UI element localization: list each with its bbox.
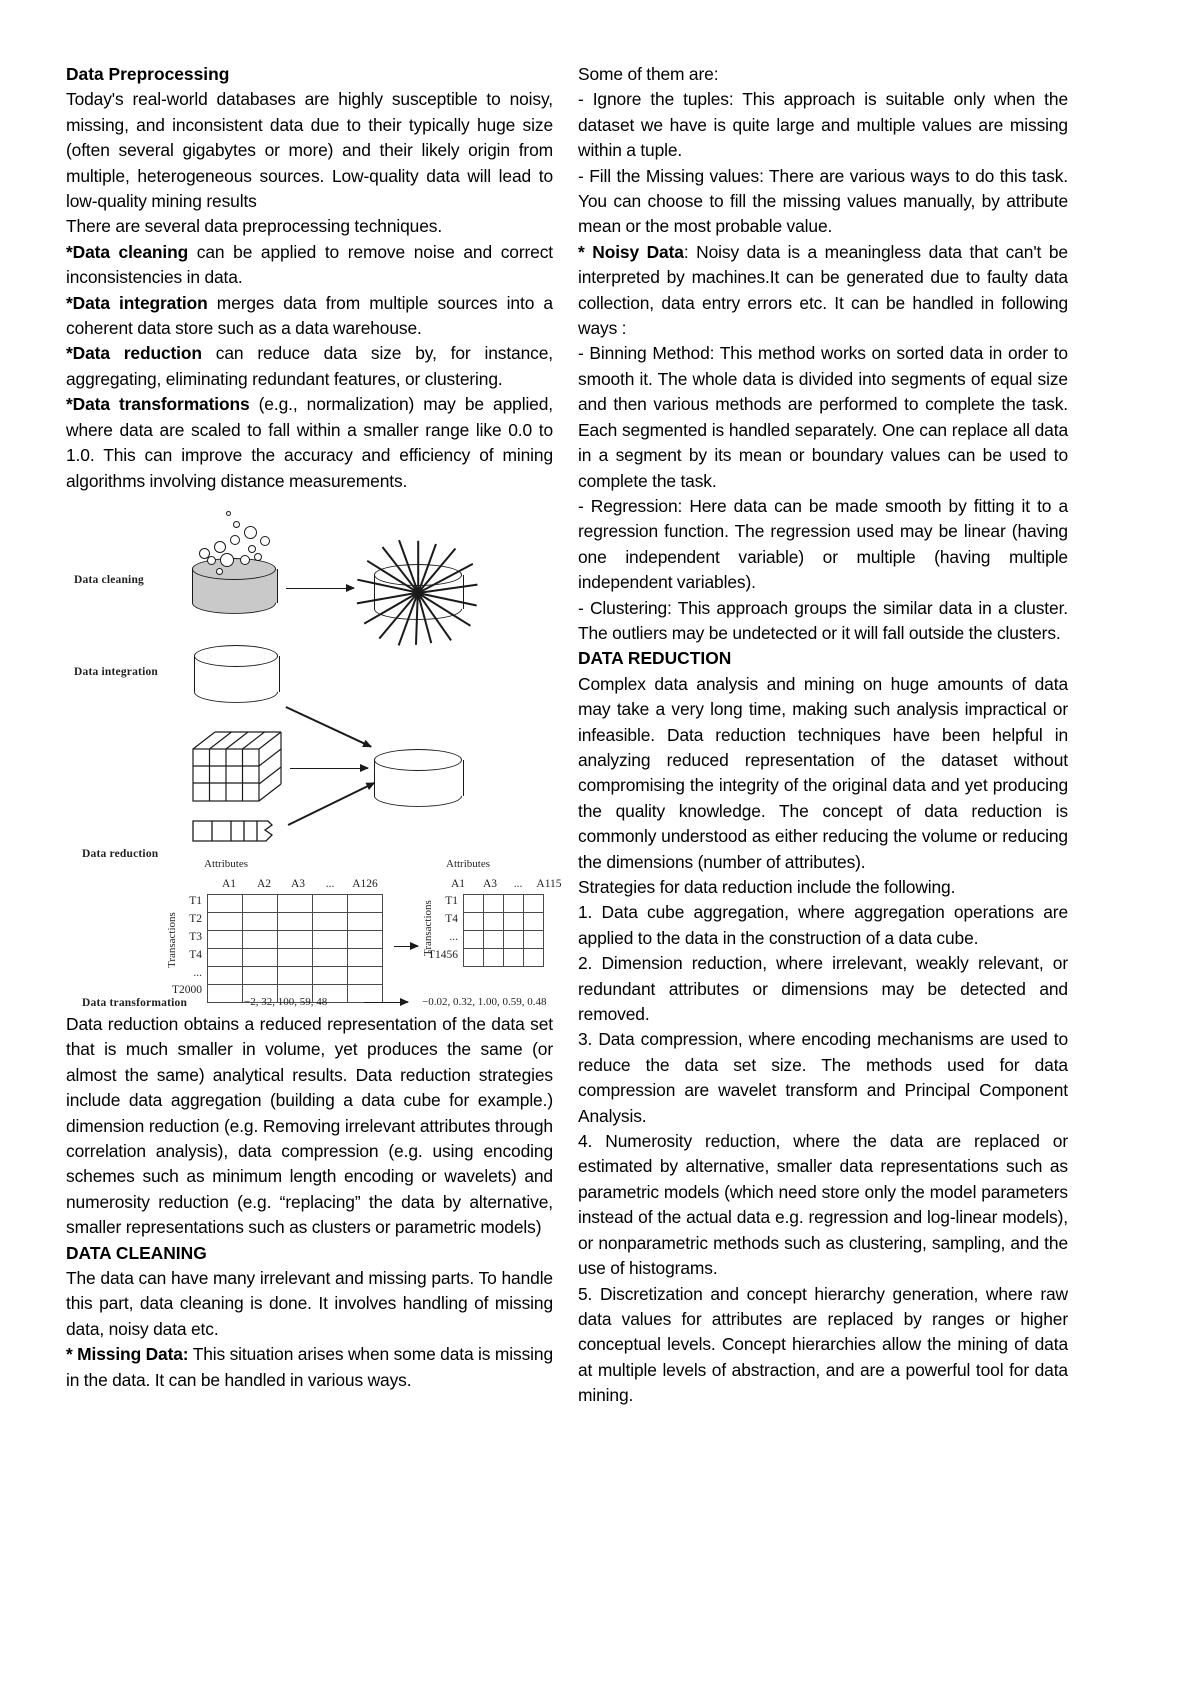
noise-bubble-icon <box>248 545 256 553</box>
bullet-term-data-integration: *Data integration <box>66 292 208 313</box>
page-title: Data Preprocessing <box>66 64 230 84</box>
strategy-1: 1. Data cube aggregation, where aggregation operations are applied to the data in the construction of a data cube. <box>578 902 1068 948</box>
some-of-them-lead: Some of them are: <box>578 64 719 84</box>
integration-arrow-icon <box>290 768 368 770</box>
section-heading-data-cleaning: DATA CLEANING <box>66 1242 207 1263</box>
right-table-row-t1456: T1456 <box>427 948 458 961</box>
section-heading-data-reduction: DATA REDUCTION <box>578 648 732 669</box>
bullet-data-integration <box>66 291 553 342</box>
table-row <box>208 948 383 966</box>
table-row <box>464 948 544 966</box>
right-table-transactions-title: Transactions <box>422 900 434 956</box>
bullet-data-reduction <box>66 341 553 392</box>
noisy-data-term: * Noisy Data <box>578 241 684 262</box>
left-data-table <box>207 894 383 1003</box>
noise-bubble-icon <box>230 535 240 545</box>
noise-bubble-icon <box>226 511 231 516</box>
two-column-layout <box>66 62 1140 1409</box>
missing-data-paragraph <box>66 1342 553 1393</box>
strategy-3: 3. Data compression, where encoding mechanisms are used to reduce the data set size. The methods used for data compression are wavelet transform and Principal Component Analysis. <box>578 1029 1068 1126</box>
dirty-database-cylinder <box>192 558 276 614</box>
noise-bubble-icon <box>216 568 223 575</box>
figure-label-data-transformation: Data transformation <box>82 996 188 1009</box>
noise-bubble-icon <box>260 536 270 546</box>
data-cleaning-paragraph: The data can have many irrelevant and missing parts. To handle this part, data cleaning is done. It involves handling of missing data, noisy data etc. <box>66 1267 553 1339</box>
left-table-transactions-title: Transactions <box>166 912 178 968</box>
right-table-col-ellipsis: ... <box>513 877 523 890</box>
right-table-col-a1: A1 <box>450 877 466 890</box>
transformation-output-values: −0.02, 0.32, 1.00, 0.59, 0.48 <box>422 995 547 1008</box>
right-column <box>578 62 1068 1409</box>
noise-bubble-icon <box>220 553 234 567</box>
noisy-data-text: : Noisy data is a meaningless data that can't be interpreted by machines.It can be generated due to faulty data collection, data entry errors etc. It can be handled in following ways : <box>578 241 1068 339</box>
left-table-attributes-title: Attributes <box>204 857 248 870</box>
strategy-2: 2. Dimension reduction, where irrelevant, weakly relevant, or redundant attributes or dimensions may be detected and removed. <box>578 953 1068 1025</box>
left-table-col-a3: A3 <box>290 877 306 890</box>
left-table-row-t2: T2 <box>189 912 202 925</box>
bullet-term-data-transformations: *Data transformations <box>66 394 250 415</box>
bullet-term-data-reduction: *Data reduction <box>66 343 202 364</box>
ignore-tuples-item: - Ignore the tuples: This approach is suitable only when the dataset we have is quite large and multiple values are missing within a tuple. <box>578 89 1068 161</box>
bullet-text-data-transformations: (e.g., normalization) may be applied, where data are scaled to fall within a smaller range like 0.0 to 1.0. This can improve the accuracy and efficiency of mining algorithms involving distance measurements. <box>66 394 553 491</box>
cleaning-arrow-icon <box>286 588 354 590</box>
table-row <box>208 894 383 912</box>
left-table-row-t1: T1 <box>189 894 202 907</box>
integrated-database-cylinder <box>374 749 462 807</box>
transformation-arrow-icon <box>364 1002 408 1004</box>
table-row <box>208 912 383 930</box>
intro-paragraph: Today's real-world databases are highly susceptible to noisy, missing, and inconsistent data due to their typically huge size (often several gigabytes or more) and their likely origin from multiple, heterogeneous sources. Low-quality data will lead to low-quality mining results <box>66 89 553 212</box>
left-table-col-a1: A1 <box>221 877 237 890</box>
right-table-col-a115: A115 <box>536 877 562 890</box>
data-reduction-paragraph: Data reduction obtains a reduced representation of the data set that is much smaller in volume, yet produces the same (or almost the same) analytical results. Data reduction strategies include data aggregation (building a data cube for example.) dimension reduction (e.g. Removing irrelevant attributes through correlation analysis), data compression (e.g. using encoding schemes such as minimum length encoding or wavelets) and numerosity reduction (e.g. “replacing” the data by alternative, smaller representations such as clusters or parametric models) <box>66 1013 553 1238</box>
integration-arrow-icon <box>288 782 375 825</box>
fill-missing-values-item: - Fill the Missing values: There are various ways to do this task. You can choose to fill the missing values manually, by attribute mean or the most probable value. <box>578 165 1068 237</box>
strategies-lead: Strategies for data reduction include the following. <box>578 877 956 897</box>
cylinder-top <box>194 645 278 667</box>
figure-label-data-integration: Data integration <box>74 665 159 678</box>
table-row <box>208 966 383 984</box>
shine-ray-icon <box>417 541 419 593</box>
bullet-data-transformations <box>66 392 553 494</box>
cylinder-top <box>374 749 462 771</box>
right-table-row-t1: T1 <box>445 894 458 907</box>
bullet-term-data-cleaning: *Data cleaning <box>66 241 189 262</box>
noise-bubble-icon <box>240 555 250 565</box>
data-cube-icon <box>192 731 284 803</box>
clustering-item: - Clustering: This approach groups the similar data in a cluster. The outliers may be undetected or it will fall outside the clusters. <box>578 597 1068 643</box>
data-reduction-intro: Complex data analysis and mining on huge amounts of data may take a very long time, making such analysis impractical or infeasible. Data reduction techniques have been helpful in analyzing reduced representation of the dataset without compromising the integrity of the original data and yet producing the quality knowledge. The concept of data reduction is commonly understood as either reducing the volume or reducing the dimensions (number of attributes). <box>578 673 1068 872</box>
right-table-row-ellipsis: ... <box>449 930 458 943</box>
binning-method-item: - Binning Method: This method works on sorted data in order to smooth it. The whole data is divided into segments of equal size and then various methods are performed to complete the task. Each segmented is handled separately. One can replace all data in a segment by its mean or boundary values can be used to complete the task. <box>578 343 1068 491</box>
reduction-arrow-icon <box>394 946 418 948</box>
noise-bubble-icon <box>207 556 216 565</box>
table-row <box>464 930 544 948</box>
right-table-col-a3: A3 <box>482 877 498 890</box>
integration-arrow-icon <box>286 706 372 747</box>
noise-bubble-icon <box>233 521 240 528</box>
table-row <box>464 912 544 930</box>
noisy-data-paragraph <box>578 240 1068 342</box>
right-data-table <box>463 894 544 967</box>
noise-bubble-icon <box>214 541 226 553</box>
cylinder-top <box>192 558 276 580</box>
transformation-input-values: −2, 32, 100, 59, 48 <box>244 995 328 1008</box>
right-table-row-t4: T4 <box>445 912 458 925</box>
noise-bubble-icon <box>244 526 257 539</box>
left-table-col-a2: A2 <box>256 877 272 890</box>
noise-bubble-icon <box>254 553 262 561</box>
strategy-5: 5. Discretization and concept hierarchy generation, where raw data values for attributes are replaced by ranges or higher conceptual levels. Concept hierarchies allow the mining of data at multiple levels of abstraction, and are a powerful tool for data mining. <box>578 1283 1068 1406</box>
bullet-text-data-reduction: can reduce data size by, for instance, aggregating, eliminating redundant features, or clustering. <box>66 343 553 389</box>
left-table-row-t3: T3 <box>189 930 202 943</box>
table-row <box>208 930 383 948</box>
left-table-col-a126: A126 <box>352 877 378 890</box>
strategy-4: 4. Numerosity reduction, where the data are replaced or estimated by alternative, smaller data representations such as parametric models (which need store only the model parameters instead of the actual data e.g. regression and log-linear models), or nonparametric methods such as clustering, sampling, and the use of histograms. <box>578 1131 1068 1279</box>
left-table-row-t2000: T2000 <box>171 983 202 996</box>
source-database-cylinder <box>194 645 278 703</box>
techniques-paragraph: There are several data preprocessing techniques. <box>66 216 443 237</box>
left-table-row-ellipsis: ... <box>193 966 202 979</box>
flat-file-strip-icon <box>192 816 292 846</box>
figure-label-data-cleaning: Data cleaning <box>74 573 144 586</box>
left-table-row-t4: T4 <box>189 948 202 961</box>
bullet-text-data-cleaning: can be applied to remove noise and correct inconsistencies in data. <box>66 241 553 288</box>
regression-item: - Regression: Here data can be made smooth by fitting it to a regression function. The regression used may be linear (having one independent variable) or multiple (having multiple independent variables). <box>578 495 1068 593</box>
bullet-text-data-integration: merges data from multiple sources into a coherent data store such as a data warehouse. <box>66 292 553 339</box>
missing-data-term: * Missing Data: <box>66 1344 189 1365</box>
left-column <box>66 62 562 1393</box>
left-table-col-ellipsis: ... <box>325 877 335 890</box>
data-preprocessing-figure <box>74 506 562 1009</box>
figure-label-data-reduction: Data reduction <box>82 847 159 860</box>
missing-data-text: This situation arises when some data is missing in the data. It can be handled in various ways. <box>66 1344 553 1390</box>
table-row <box>464 894 544 912</box>
right-table-attributes-title: Attributes <box>446 857 490 870</box>
bullet-data-cleaning <box>66 240 553 291</box>
